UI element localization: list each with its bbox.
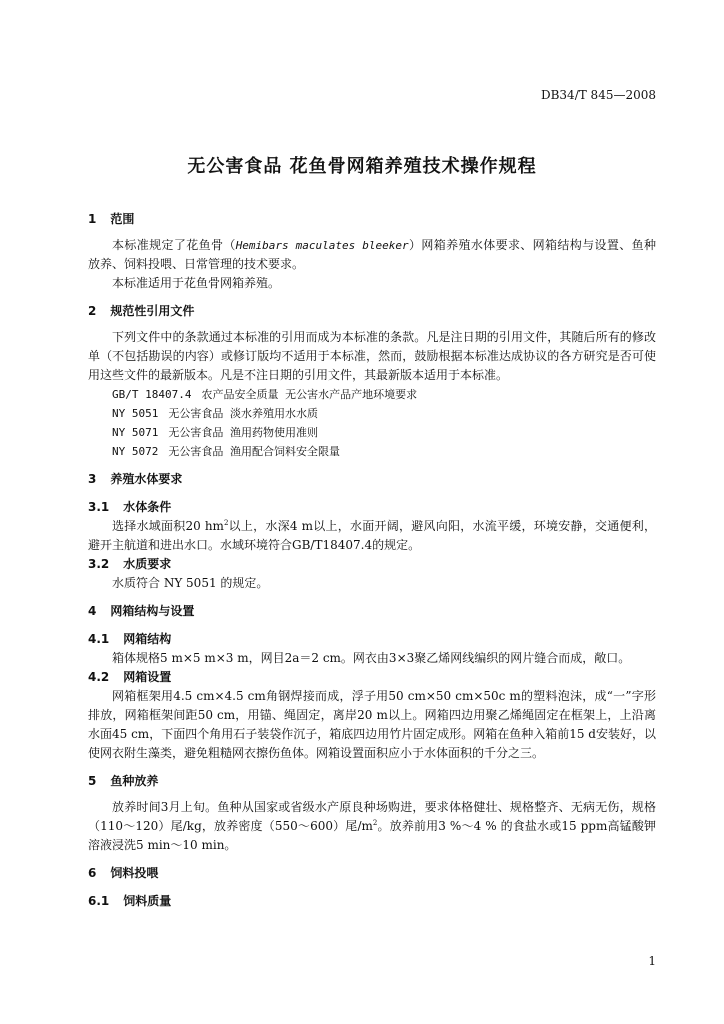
- cage-setup-paragraph: 网箱框架用4.5 cm×4.5 cm角钢焊接而成，浮子用50 cm×50 cm×50c m的塑料泡沫，成“一”字形排放，网箱框架间距50 cm，用锚、绳固定，离岸20 m以上。网箱四边用聚乙烯绳固定在框架上，上沿离水面45 cm，下面四个角用石子装袋作沉子，箱底四边用竹片固定成形。网箱在鱼种入箱前15 d安装好，以使网衣附生藻类，避免粗糙网衣擦伤鱼体。网箱设置面积应小于水体面积的千分之三。: [88, 689, 656, 760]
- latin-species-name: Hemibars maculates bleeker: [235, 239, 409, 252]
- subsection-3-2-heading: [88, 555, 656, 574]
- section-3-heading: [88, 470, 656, 489]
- section-title: 饲料投喂: [110, 866, 159, 880]
- water-conditions-paragraph: 选择水域面积20 $hm^2$以上，水深4 m以上，水面开阔，避风向阳，水流平缓，环境安静，交通便利，避开主航道和进出水口。水域环境符合GB/T18407.4的规定。: [88, 519, 656, 552]
- document-code: DB34/T 845—2008: [540, 88, 656, 102]
- section-title: 鱼种放养: [110, 774, 159, 788]
- subsection-number: 4.2: [88, 670, 110, 684]
- section-1-heading: [88, 210, 656, 229]
- section-number: 6: [88, 866, 97, 880]
- subsection-4-1-heading: [88, 630, 656, 649]
- reference-item: NY 5072 无公害食品 渔用配合饲料安全限量: [112, 445, 340, 458]
- section-4-heading: [88, 602, 656, 621]
- subsection-number: 4.1: [88, 632, 110, 646]
- section-5-heading: [88, 772, 656, 791]
- section-number: 1: [88, 212, 97, 226]
- cage-structure-paragraph: 箱体规格5 m×5 m×3 m，网目2a＝2 cm。网衣由3×3聚乙烯网线编织的网片缝合而成，敞口。: [112, 651, 631, 665]
- section-number: 3: [88, 472, 97, 486]
- reference-item: NY 5071 无公害食品 渔用药物使用准则: [112, 426, 318, 439]
- subsection-title: 网箱结构: [123, 632, 172, 646]
- subsection-3-1-heading: [88, 498, 656, 517]
- section-6-heading: [88, 864, 656, 883]
- subsection-number: 3.1: [88, 500, 110, 514]
- section-title: 规范性引用文件: [110, 304, 195, 318]
- subsection-4-2-heading: [88, 668, 656, 687]
- section-title: 范围: [110, 212, 135, 226]
- section-title: 网箱结构与设置: [110, 604, 195, 618]
- document-body: [88, 210, 656, 911]
- section-number: 5: [88, 774, 97, 788]
- scope-paragraph-1: 本标准规定了花鱼骨（Hemibars maculates bleeker）网箱养殖水体要求、网箱结构与设置、鱼种放养、饲料投喂、日常管理的技术要求。: [88, 238, 656, 271]
- subsection-title: 水体条件: [123, 500, 172, 514]
- reference-item: NY 5051 无公害食品 淡水养殖用水水质: [112, 407, 318, 420]
- subsection-number: 6.1: [88, 894, 110, 908]
- fingerling-stocking-paragraph: 放养时间3月上旬。鱼种从国家或省级水产原良种场购进，要求体格健壮、规格整齐、无病无伤，规格（110～120）尾/kg，放养密度（550～600）尾$/m^2$。放养前用3 %～4 % 的食盐水或15 ppm高锰酸钾溶液浸洗5 min～10 min。: [88, 800, 656, 852]
- subsection-title: 饲料质量: [123, 894, 172, 908]
- subsection-number: 3.2: [88, 557, 110, 571]
- water-quality-paragraph: 水质符合 NY 5051 的规定。: [112, 576, 269, 590]
- reference-item: GB/T 18407.4 农产品安全质量 无公害水产品产地环境要求: [112, 388, 418, 401]
- section-2-heading: [88, 302, 656, 321]
- normative-references-paragraph: 下列文件中的条款通过本标准的引用而成为本标准的条款。凡是注日期的引用文件，其随后所有的修改单（不包括勘误的内容）或修订版均不适用于本标准，然而，鼓励根据本标准达成协议的各方研究是否可使用这些文件的最新版本。凡是不注日期的引用文件，其最新版本适用于本标准。: [88, 330, 656, 382]
- section-number: 2: [88, 304, 97, 318]
- page-number: 1: [648, 954, 656, 968]
- subsection-title: 水质要求: [123, 557, 172, 571]
- document-title: 无公害食品 花鱼骨网箱养殖技术操作规程: [187, 156, 537, 177]
- scope-paragraph-2: 本标准适用于花鱼骨网箱养殖。: [112, 276, 281, 290]
- section-number: 4: [88, 604, 97, 618]
- subsection-6-1-heading: [88, 892, 656, 911]
- section-title: 养殖水体要求: [110, 472, 183, 486]
- subsection-title: 网箱设置: [123, 670, 172, 684]
